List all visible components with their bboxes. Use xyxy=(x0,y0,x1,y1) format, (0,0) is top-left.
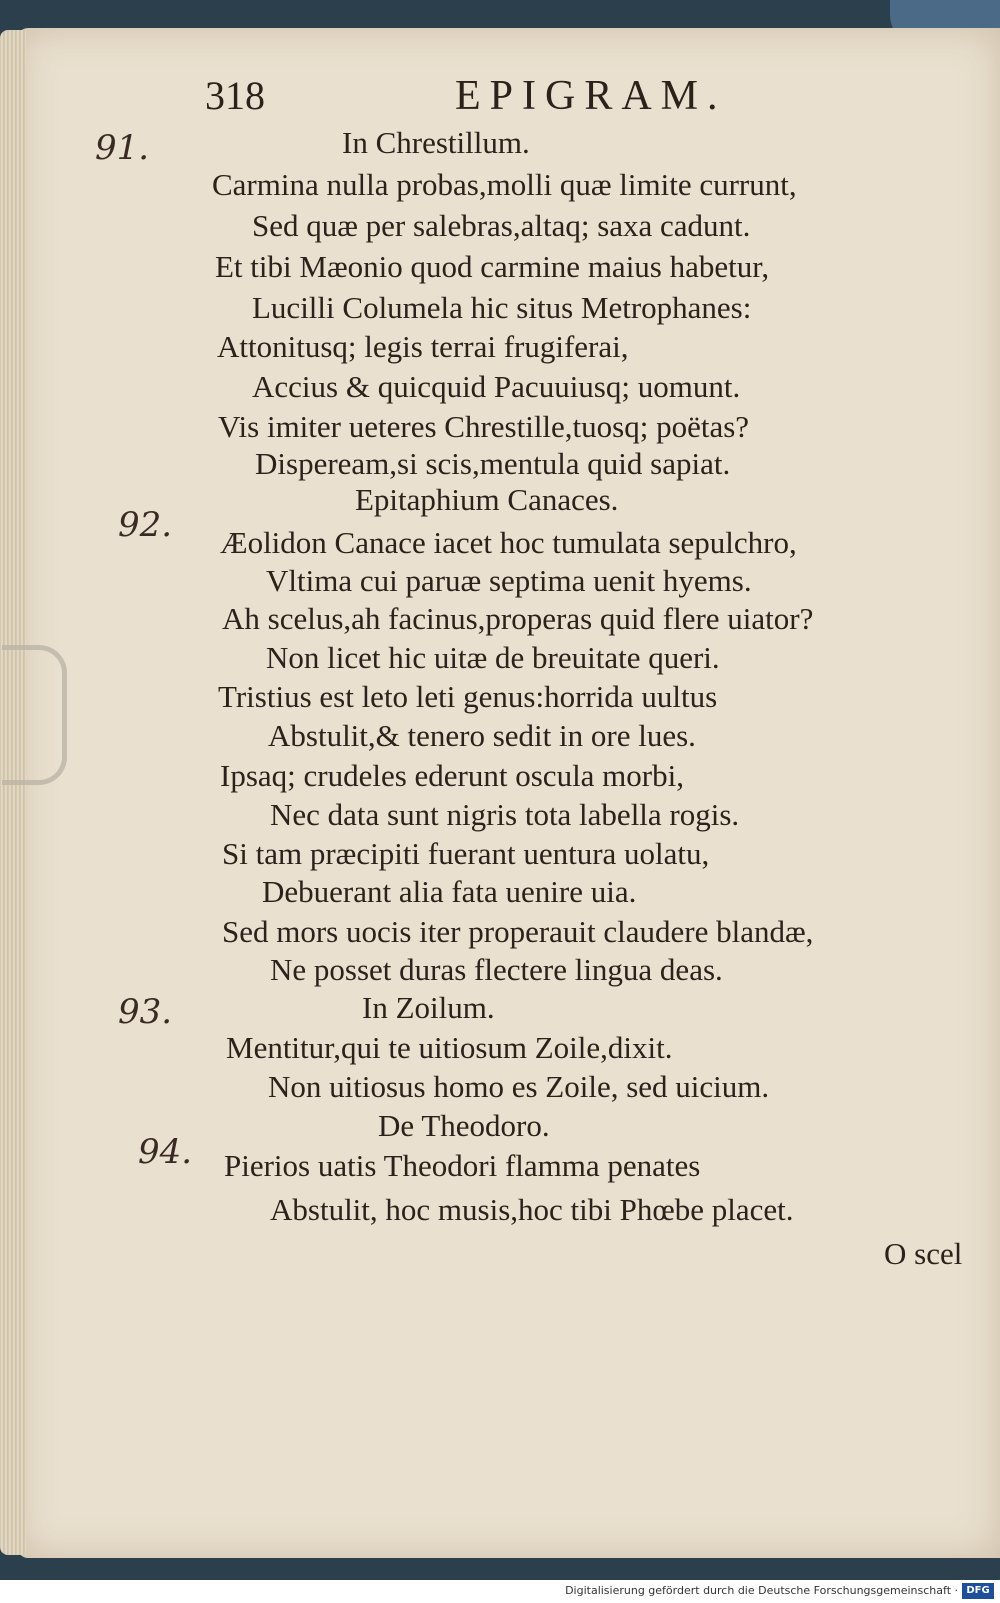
verse-line: Lucilli Columela hic situs Metrophanes: xyxy=(252,290,752,325)
verse-line: Abstulit, hoc musis,hoc tibi Phœbe placet. xyxy=(270,1192,794,1227)
verse-line: Non uitiosus homo es Zoile, sed uicium. xyxy=(268,1069,770,1104)
catchword: O scel xyxy=(884,1236,963,1271)
verse-line: Abstulit,& tenero sedit in ore lues. xyxy=(268,718,696,753)
verse-line: Vis imiter ueteres Chrestille,tuosq; poëtas? xyxy=(218,409,750,444)
verse-line: Accius & quicquid Pacuuiusq; uomunt. xyxy=(252,369,741,404)
margin-number: 93. xyxy=(118,992,173,1032)
running-title: EPIGRAM. xyxy=(455,73,727,119)
margin-number: 94. xyxy=(138,1132,193,1172)
dfg-logo-icon: DFG xyxy=(962,1583,994,1599)
page-number: 318 xyxy=(205,73,265,118)
footer-bar xyxy=(0,1580,1000,1603)
epigram-heading: De Theodoro. xyxy=(378,1108,550,1143)
verse-line: Attonitusq; legis terrai frugiferai, xyxy=(217,329,629,364)
verse-line: Non licet hic uitæ de breuitate queri. xyxy=(266,640,720,675)
verse-line: Carmina nulla probas,molli quæ limite currunt, xyxy=(212,167,797,202)
margin-number: 92. xyxy=(118,505,173,545)
verse-line: Pierios uatis Theodori flamma penates xyxy=(224,1148,701,1183)
verse-line: Debuerant alia fata uenire uia. xyxy=(262,874,637,909)
verse-line: Mentitur,qui te uitiosum Zoile,dixit. xyxy=(226,1030,673,1065)
verse-line: Ah scelus,ah facinus,properas quid flere uiator? xyxy=(222,601,814,636)
verse-line: Ne posset duras flectere lingua deas. xyxy=(270,952,723,987)
verse-line: Et tibi Mæonio quod carmine maius habetur, xyxy=(215,249,770,284)
verse-line: Tristius est leto leti genus:horrida uultus xyxy=(218,679,718,714)
page-edges xyxy=(0,30,26,1555)
margin-number: 91. xyxy=(95,128,150,168)
verse-line: Sed mors uocis iter properauit claudere blandæ, xyxy=(222,914,814,949)
verse-line: Si tam præcipiti fuerant uentura uolatu, xyxy=(222,836,710,871)
verse-line: Ipsaq; crudeles ederunt oscula morbi, xyxy=(220,758,684,793)
epigram-heading: Epitaphium Canaces. xyxy=(355,482,619,517)
verse-line: Æolidon Canace iacet hoc tumulata sepulchro, xyxy=(220,525,797,560)
verse-line: Nec data sunt nigris tota labella rogis. xyxy=(270,797,740,832)
verse-line: Vltima cui paruæ septima uenit hyems. xyxy=(266,563,752,598)
verse-line: Dispeream,si scis,mentula quid sapiat. xyxy=(255,446,731,481)
page-clip xyxy=(2,645,67,785)
verse-line: Sed quæ per salebras,altaq; saxa cadunt. xyxy=(252,208,751,243)
epigram-heading: In Zoilum. xyxy=(362,990,495,1025)
epigram-heading: In Chrestillum. xyxy=(342,125,530,160)
footer-credit: Digitalisierung gefördert durch die Deutsche Forschungsgemeinschaft · xyxy=(565,1584,958,1597)
